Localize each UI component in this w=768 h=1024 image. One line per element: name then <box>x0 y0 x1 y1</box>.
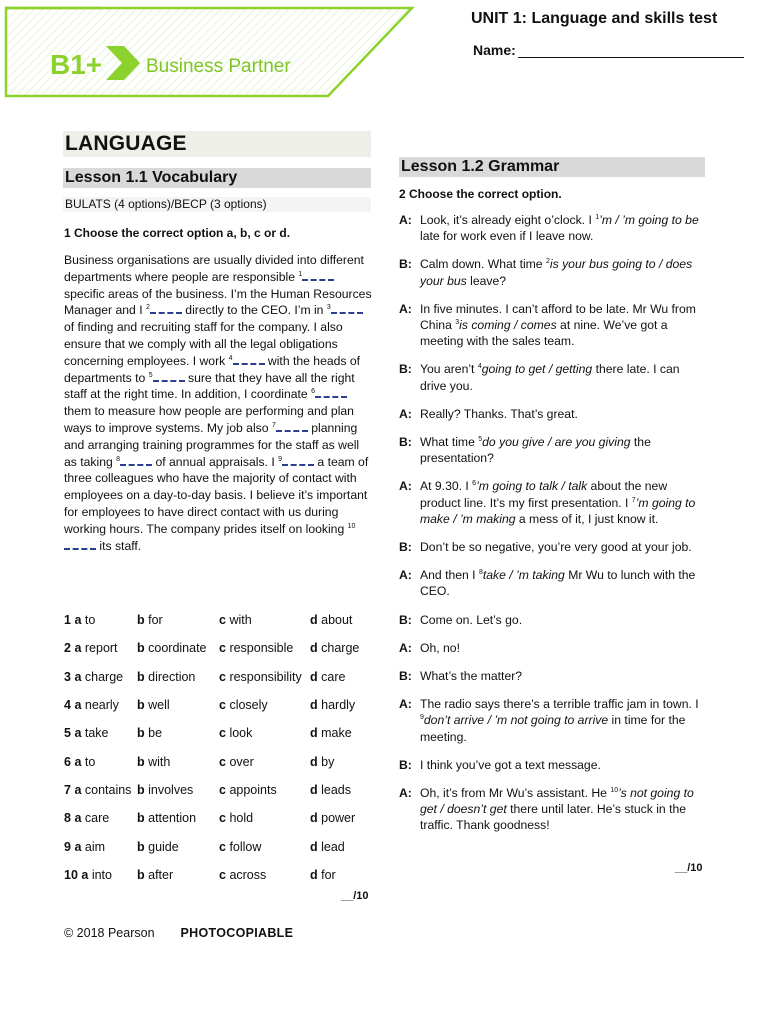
gap-7[interactable] <box>276 420 308 432</box>
speaker-label: A: <box>399 640 412 655</box>
dialogue-turn: B: Calm down. What time $^2$is your bus going to / does your bus leave? <box>399 257 693 288</box>
dialogue-turn: A: Oh, it’s from Mr Wu’s assistant. He $^{10}$’s not going to get / doesn’t get there until later. He’s stuck in the traffic. Thank goodness! <box>399 786 694 833</box>
logo-brand: Business Partner <box>146 56 291 77</box>
gap-1[interactable] <box>302 269 334 281</box>
option-b[interactable]: b well <box>137 698 170 713</box>
speaker-label: B: <box>399 669 412 684</box>
speaker-label: A: <box>399 479 412 494</box>
dialogue-turn: B: I think you’ve got a text message. <box>399 757 601 772</box>
option-row <box>64 776 374 804</box>
lesson-vocabulary-title: Lesson 1.1 Vocabulary <box>63 168 371 188</box>
option-a[interactable]: 5 a take <box>64 726 109 741</box>
logo-level: B1+ <box>50 49 103 80</box>
grammar-score: __/10 <box>675 862 703 874</box>
grammar-option[interactable]: ’m / ’m going to be <box>599 213 699 227</box>
option-a[interactable]: 7 a contains <box>64 782 132 797</box>
dialogue-turn: A: Really? Thanks. That’s great. <box>399 406 578 421</box>
option-d[interactable]: d power <box>310 811 356 826</box>
option-row <box>64 663 374 691</box>
option-d[interactable]: d lead <box>310 839 345 854</box>
option-c[interactable]: c across <box>219 867 267 882</box>
gap-5[interactable] <box>153 370 185 382</box>
speaker-label: A: <box>399 568 412 583</box>
option-row <box>64 691 374 719</box>
speaker-label: A: <box>399 301 412 316</box>
option-row <box>64 634 374 662</box>
option-c[interactable]: c responsible <box>219 641 294 656</box>
grammar-dialogue <box>399 212 709 846</box>
grammar-option[interactable]: don’t arrive / ’m not going to arrive <box>423 713 609 728</box>
gap-10[interactable] <box>64 538 96 550</box>
option-b[interactable]: b attention <box>137 811 197 826</box>
option-d[interactable]: d hardly <box>310 698 356 713</box>
option-d[interactable]: d leads <box>310 782 352 797</box>
dialogue-turn: A: At 9.30. I $^6$’m going to talk / talk about the new product line. It’s my first presentation. I $^7$’m going to make / ’m making a mess of it, I just know it. <box>399 479 696 526</box>
dialogue-turn: B: You aren’t $^4$going to get / getting there late. I can drive you. <box>399 362 680 393</box>
dialogue-turn: A: The radio says there’s a terrible traffic jam in town. I $^9$don’t arrive / ’m not going to arrive in time for the meeting. <box>399 697 699 744</box>
brand-logo <box>0 0 420 104</box>
option-b[interactable]: b with <box>137 754 171 769</box>
option-row <box>64 804 374 832</box>
option-row <box>64 606 374 634</box>
grammar-option[interactable]: ’m going to talk / talk <box>476 479 588 494</box>
copyright: © 2018 Pearson <box>64 926 155 940</box>
unit-title: UNIT 1: Language and skills test <box>471 10 718 27</box>
option-c[interactable]: c over <box>219 754 254 769</box>
gap-2[interactable] <box>150 302 182 314</box>
grammar-option[interactable]: is coming / comes <box>459 318 557 333</box>
option-a[interactable]: 9 a aim <box>64 839 106 854</box>
option-b[interactable]: b be <box>137 726 163 741</box>
grammar-option[interactable]: is your bus going to / does your bus <box>420 257 693 288</box>
grammar-instruction: 2 Choose the correct option. <box>399 187 562 201</box>
vocab-score: __/10 <box>341 890 369 902</box>
option-a[interactable]: 6 a to <box>64 754 96 769</box>
option-row <box>64 747 374 775</box>
option-d[interactable]: d care <box>310 669 346 684</box>
name-field[interactable] <box>473 42 744 58</box>
option-a[interactable]: 1 a to <box>64 613 96 628</box>
option-c[interactable]: c closely <box>219 698 268 713</box>
vocab-instruction: 1 Choose the correct option a, b, c or d. <box>64 226 291 240</box>
option-d[interactable]: d by <box>310 754 335 769</box>
dialogue-turn: B: What time $^5$do you give / are you giving the presentation? <box>399 435 651 466</box>
vocab-passage: Business organisations are usually divided into different departments where people are responsible $^1$ specific areas of the business. I’m the Human Resources Manager and I $^2$ directly to the CEO. I’m in $^3$ of finding and recruiting staff for the company. I also ensure that we comply with all the legal obligations concerning employees. I work $^4$ with the heads of departments to $^5$ sure that they have all the right staff at the right time. In addition, I coordinate $^6$ them to measure how people are performing and plan ways to improve systems. My job also $^7$ planning and arranging training programmes for the staff as well as taking $^8$ of annual appraisals. I $^9$ a team of three colleagues who have the majority of contact with employees on a day-to-day basis. I believe it’s important for employees to have direct contact with us during working hours. The company prides itself on looking $^{10}$ its staff. <box>64 253 372 553</box>
exam-type-note: BULATS (4 options)/BECP (3 options) <box>63 197 371 212</box>
option-b[interactable]: b involves <box>137 782 194 797</box>
gap-3[interactable] <box>331 302 363 314</box>
speaker-label: B: <box>399 362 412 377</box>
speaker-label: B: <box>399 435 412 450</box>
dialogue-turn: A: And then I $^8$take / ’m taking Mr Wu to lunch with the CEO. <box>399 568 696 599</box>
speaker-label: B: <box>399 757 412 772</box>
speaker-label: A: <box>399 786 412 801</box>
gap-8[interactable] <box>120 454 152 466</box>
option-c[interactable]: c hold <box>219 811 254 826</box>
option-d[interactable]: d for <box>310 867 336 882</box>
lesson-grammar-title: Lesson 1.2 Grammar <box>399 157 705 177</box>
name-label: Name: <box>473 42 516 58</box>
option-c[interactable]: c responsibility <box>219 669 302 684</box>
option-d[interactable]: d charge <box>310 641 360 656</box>
page-footer <box>64 926 293 940</box>
option-c[interactable]: c with <box>219 613 252 628</box>
grammar-option[interactable]: ’s not going to get / doesn’t get <box>420 786 694 817</box>
gap-6[interactable] <box>315 386 347 398</box>
option-b[interactable]: b coordinate <box>137 641 207 656</box>
section-title: LANGUAGE <box>63 131 371 157</box>
name-underline[interactable] <box>518 43 744 58</box>
dialogue-turn: B: Don’t be so negative, you’re very good at your job. <box>399 540 692 555</box>
speaker-label: A: <box>399 406 412 421</box>
grammar-option[interactable]: take / ’m taking <box>482 568 565 583</box>
option-row <box>64 861 374 889</box>
photocopiable-label: PHOTOCOPIABLE <box>180 926 294 940</box>
option-a[interactable]: 2 a report <box>64 641 118 656</box>
dialogue-turn: A: Look, it’s already eight o’clock. I $^1$’m / ’m going to be late for work even if I leave now. <box>399 213 699 244</box>
dialogue-turn: B: Come on. Let’s go. <box>399 612 523 627</box>
dialogue-turn: B: What’s the matter? <box>399 669 523 684</box>
option-d[interactable]: d make <box>310 726 352 741</box>
option-a[interactable]: 10 a into <box>64 867 112 882</box>
speaker-label: B: <box>399 612 412 627</box>
option-c[interactable]: c appoints <box>219 782 277 797</box>
dialogue-turn: A: Oh, no! <box>399 640 460 655</box>
gap-9[interactable] <box>282 454 314 466</box>
speaker-label: A: <box>399 697 412 712</box>
option-b[interactable]: b for <box>137 613 163 628</box>
option-d[interactable]: d about <box>310 613 353 628</box>
speaker-label: A: <box>399 213 412 227</box>
option-row <box>64 832 374 860</box>
option-a[interactable]: 8 a care <box>64 811 110 826</box>
option-c[interactable]: c look <box>219 726 253 741</box>
dialogue-turn: A: In five minutes. I can’t afford to be late. Mr Wu from China $^3$is coming / comes at nine. We’ve got a meeting with the sales team. <box>399 301 696 349</box>
option-row <box>64 719 374 747</box>
option-c[interactable]: c follow <box>219 839 262 854</box>
speaker-label: B: <box>399 540 412 555</box>
grammar-option[interactable]: going to get / getting <box>481 362 593 377</box>
option-a[interactable]: 3 a charge <box>64 669 124 684</box>
option-a[interactable]: 4 a nearly <box>64 698 119 713</box>
grammar-option[interactable]: ’m going to make / ’m making <box>420 495 696 526</box>
option-b[interactable]: b after <box>137 867 174 882</box>
option-b[interactable]: b guide <box>137 839 179 854</box>
vocab-options <box>64 606 374 889</box>
speaker-label: B: <box>399 257 412 272</box>
option-b[interactable]: b direction <box>137 669 196 684</box>
grammar-option[interactable]: do you give / are you giving <box>482 435 631 450</box>
gap-4[interactable] <box>233 353 265 365</box>
